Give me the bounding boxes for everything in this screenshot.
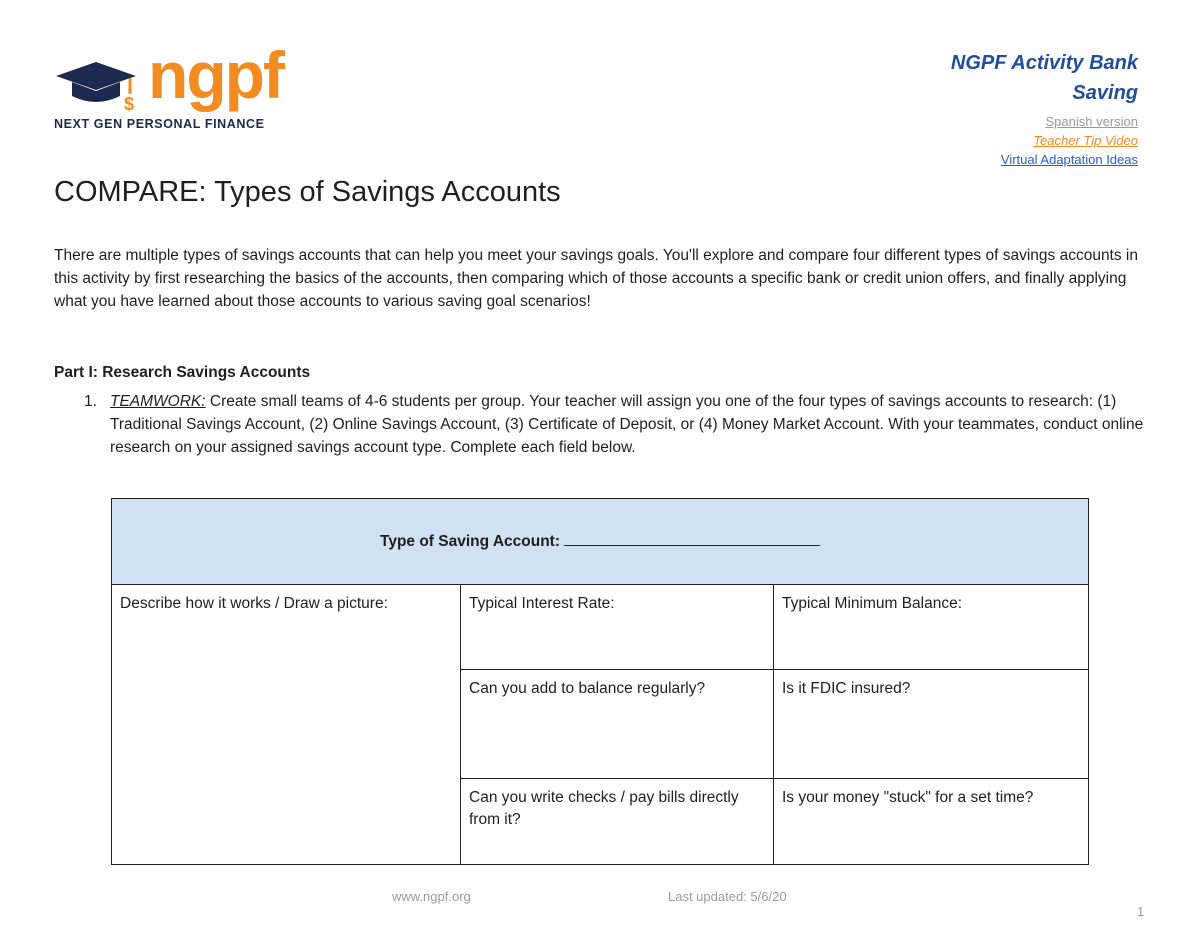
checks-cell[interactable]: [461, 779, 774, 865]
interest-rate-label: Typical Interest Rate:: [469, 595, 615, 612]
graduation-cap-icon: [54, 56, 144, 116]
fdic-cell[interactable]: [774, 670, 1089, 779]
add-balance-cell[interactable]: [461, 670, 774, 779]
research-table: [111, 498, 1089, 865]
ngpf-logo: [54, 38, 294, 135]
min-balance-cell[interactable]: [774, 585, 1089, 670]
topic-title: Saving: [1072, 82, 1138, 104]
series-title: NGPF Activity Bank: [950, 52, 1138, 74]
footer-updated: Last updated: 5/6/20: [668, 889, 787, 904]
logo-tagline: NEXT GEN PERSONAL FINANCE: [54, 117, 265, 131]
min-balance-label: Typical Minimum Balance:: [782, 595, 963, 612]
interest-rate-cell[interactable]: [461, 585, 774, 670]
svg-text:$: $: [124, 94, 135, 114]
checks-label: Can you write checks / pay bills directly from it?: [469, 789, 739, 828]
page-title: COMPARE: Types of Savings Accounts: [54, 176, 561, 208]
account-type-label: Type of Saving Account:: [380, 532, 560, 550]
page-number: 1: [1137, 904, 1145, 919]
intro-paragraph: There are multiple types of savings accounts that can help you meet your savings goals. You'll explore and compare four different types of savings accounts in this activity by first researching the basics of the accounts, then comparing which of those accounts a specific bank or credit union offers, and finally applying what you have learned about those accounts to various saving goal scenarios!: [54, 247, 1138, 310]
footer-website-link[interactable]: www.ngpf.org: [392, 889, 471, 904]
fdic-label: Is it FDIC insured?: [782, 680, 911, 697]
header-links: [951, 48, 1138, 169]
part-heading: Part I: Research Savings Accounts: [54, 364, 311, 381]
teacher-tip-video-link[interactable]: Teacher Tip Video: [1033, 133, 1138, 148]
account-type-blank[interactable]: [564, 531, 820, 546]
describe-label: Describe how it works / Draw a picture:: [120, 595, 388, 612]
add-balance-label: Can you add to balance regularly?: [469, 680, 706, 697]
spanish-version-link[interactable]: Spanish version: [1045, 114, 1138, 129]
step-number: 1.: [84, 393, 97, 410]
step-keyword: TEAMWORK:: [110, 393, 206, 410]
logo-wordmark: ngpf: [148, 38, 283, 112]
step-item: [54, 390, 1149, 459]
step-text: [110, 390, 1149, 459]
stuck-label: Is your money "stuck" for a set time?: [782, 789, 1034, 806]
table-header-cell: [112, 499, 1089, 585]
stuck-cell[interactable]: [774, 779, 1089, 865]
describe-cell[interactable]: [112, 585, 461, 865]
virtual-adaptation-link[interactable]: Virtual Adaptation Ideas: [1000, 152, 1138, 167]
step-body: Create small teams of 4-6 students per group. Your teacher will assign you one of the four types of savings accounts to research: (1) Traditional Savings Account, (2) Online Savings Account, (3) Certificate of Deposit, or (4) Money Market Account. With your teammates, conduct online research on your assigned savings account type. Complete each field below.: [110, 393, 1144, 456]
